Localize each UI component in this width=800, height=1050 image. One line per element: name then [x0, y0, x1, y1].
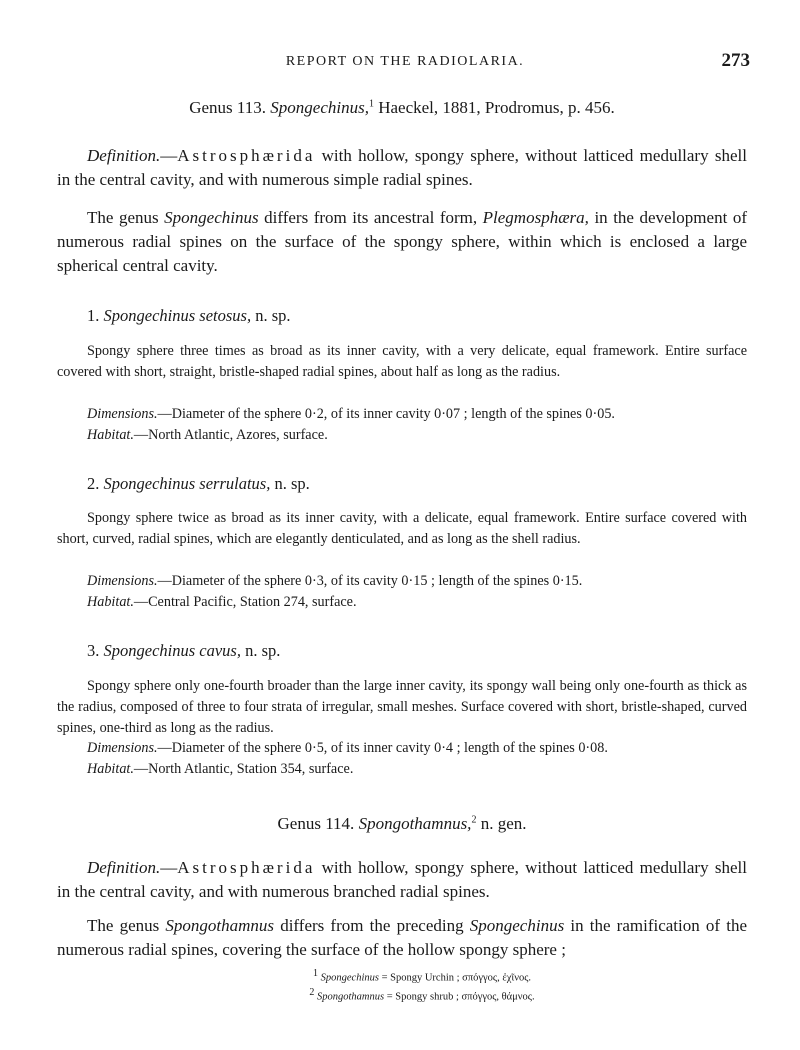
species-3-description: Spongy sphere only one-fourth broader than the large inner cavity, its spongy wall being only one-fourth as thick as the radius, composed of three to four strata of irregular, small meshes. Surface covered with short, bristle-shaped, curved spines, one-third as long as the radius. [57, 678, 747, 736]
dimensions-label: Dimensions. [87, 573, 158, 589]
habitat-label: Habitat. [87, 427, 134, 443]
species-3-habitat [57, 759, 777, 780]
genus-114-prefix: Genus 114. [277, 814, 355, 833]
footnote-mark: 1 [313, 968, 318, 979]
species-name: Spongechinus setosus, [103, 306, 252, 325]
dimensions-label: Dimensions. [87, 406, 158, 422]
definition-text: with hollow, spongy sphere, without latticed medullary shell in the central cavity, and with numerous branched radial spines. [57, 858, 747, 901]
footnote-term: Spongothamnus [317, 991, 385, 1002]
footnote-mark: 2 [309, 986, 315, 998]
genus-114-rest: n. gen. [476, 814, 527, 833]
dimensions-label: Dimensions. [87, 740, 158, 756]
definition-label: Definition. [87, 858, 161, 877]
species-1-habitat [57, 425, 777, 446]
footnote-ref-1: 1 [368, 98, 374, 110]
genus-114-name: Spongothamnus, [358, 814, 472, 833]
family-name: Astrosphærida [177, 858, 316, 877]
species-name: Spongechinus serrulatus, [103, 474, 271, 493]
species-name: Spongechinus cavus, [103, 641, 241, 660]
species-2-dimensions [57, 571, 777, 592]
species-3-dimensions [57, 738, 777, 759]
species-3-heading [57, 641, 777, 661]
definition-text: with hollow, spongy sphere, without latticed medullary shell in the central cavity, and with numerous simple radial spines. [57, 146, 747, 189]
habitat-label: Habitat. [87, 594, 134, 610]
species-2-habitat [57, 592, 777, 613]
habitat-text: —North Atlantic, Station 354, surface. [133, 761, 354, 777]
genus-113-paragraph [57, 206, 747, 278]
para-genus-name: Spongechinus [164, 208, 259, 227]
habitat-text: —North Atlantic, Azores, surface. [133, 427, 328, 443]
genus-113-definition [57, 144, 747, 192]
family-name: Astrosphærida [177, 146, 316, 165]
footnotes [57, 967, 747, 1004]
running-title: REPORT ON THE RADIOLARIA. [285, 54, 525, 69]
footnote-2 [57, 986, 747, 1005]
para-text-3: in the development of numerous radial spines on the surface of the spongy sphere, within which is enclosed a large spherical central cavity. [57, 208, 747, 275]
dimensions-text: —Diameter of the sphere 0·2, of its inner cavity 0·07 ; length of the spines 0·05. [157, 406, 615, 422]
dimensions-text: —Diameter of the sphere 0·3, of its cavity 0·15 ; length of the spines 0·15. [157, 573, 583, 589]
genus-114-heading [57, 814, 747, 834]
page-number: 273 [721, 50, 750, 71]
footnote-text: = Spongy Urchin ; σπόγγος, ἐχῖνος. [378, 972, 531, 984]
species-suffix: n. sp. [251, 306, 291, 325]
para-text-1: The genus [87, 916, 166, 935]
footnote-1 [57, 967, 747, 986]
species-1-dimensions [57, 404, 777, 425]
dimensions-text: —Diameter of the sphere 0·5, of its inner cavity 0·4 ; length of the spines 0·08. [157, 740, 608, 756]
species-suffix: n. sp. [240, 641, 281, 660]
species-1-heading [57, 306, 777, 326]
footnote-ref-2: 2 [471, 814, 477, 826]
species-number: 3. [87, 641, 100, 660]
para-text-1: The genus [87, 208, 165, 227]
running-head [60, 50, 750, 74]
para-text-2: differs from the preceding [274, 916, 470, 935]
species-suffix: n. sp. [270, 474, 310, 493]
genus-113-heading [57, 98, 747, 118]
species-2-description: Spongy sphere twice as broad as its inner cavity, with a delicate, equal framework. Entire surface covered with short, curved, radial spines, which are elegantly denticulated, and as long as the shell radius. [57, 510, 747, 547]
species-number: 1. [87, 306, 100, 325]
genus-113-name: Spongechinus, [270, 98, 369, 117]
para-ancestor-name: Plegmosphæra, [482, 208, 589, 227]
genus-114-paragraph [57, 914, 747, 962]
species-2-heading [57, 474, 777, 494]
species-number: 2. [87, 474, 100, 493]
genus-114-definition [57, 856, 747, 904]
definition-dash: — [160, 146, 178, 165]
definition-label: Definition. [87, 146, 161, 165]
para-text-2: differs from its ancestral form, [258, 208, 483, 227]
habitat-text: —Central Pacific, Station 274, surface. [133, 594, 357, 610]
footnote-term: Spongechinus [320, 972, 379, 984]
para-previous-genus: Spongechinus [469, 916, 565, 935]
genus-113-rest: Haeckel, 1881, Prodromus, p. 456. [373, 98, 615, 117]
habitat-label: Habitat. [87, 761, 134, 777]
species-1-description: Spongy sphere three times as broad as its inner cavity, with a very delicate, equal framework. Entire surface covered with short, straight, bristle-shaped radial spines, about half as long as the radius. [57, 343, 747, 380]
para-genus-name: Spongothamnus [165, 916, 275, 935]
genus-113-prefix: Genus 113. [189, 98, 267, 117]
definition-dash: — [160, 858, 178, 877]
para-text-3: in the ramification of the numerous radial spines, covering the surface of the hollow spongy sphere ; [57, 916, 747, 959]
footnote-text: = Spongy shrub ; σπόγγος, θάμνος. [384, 991, 535, 1002]
